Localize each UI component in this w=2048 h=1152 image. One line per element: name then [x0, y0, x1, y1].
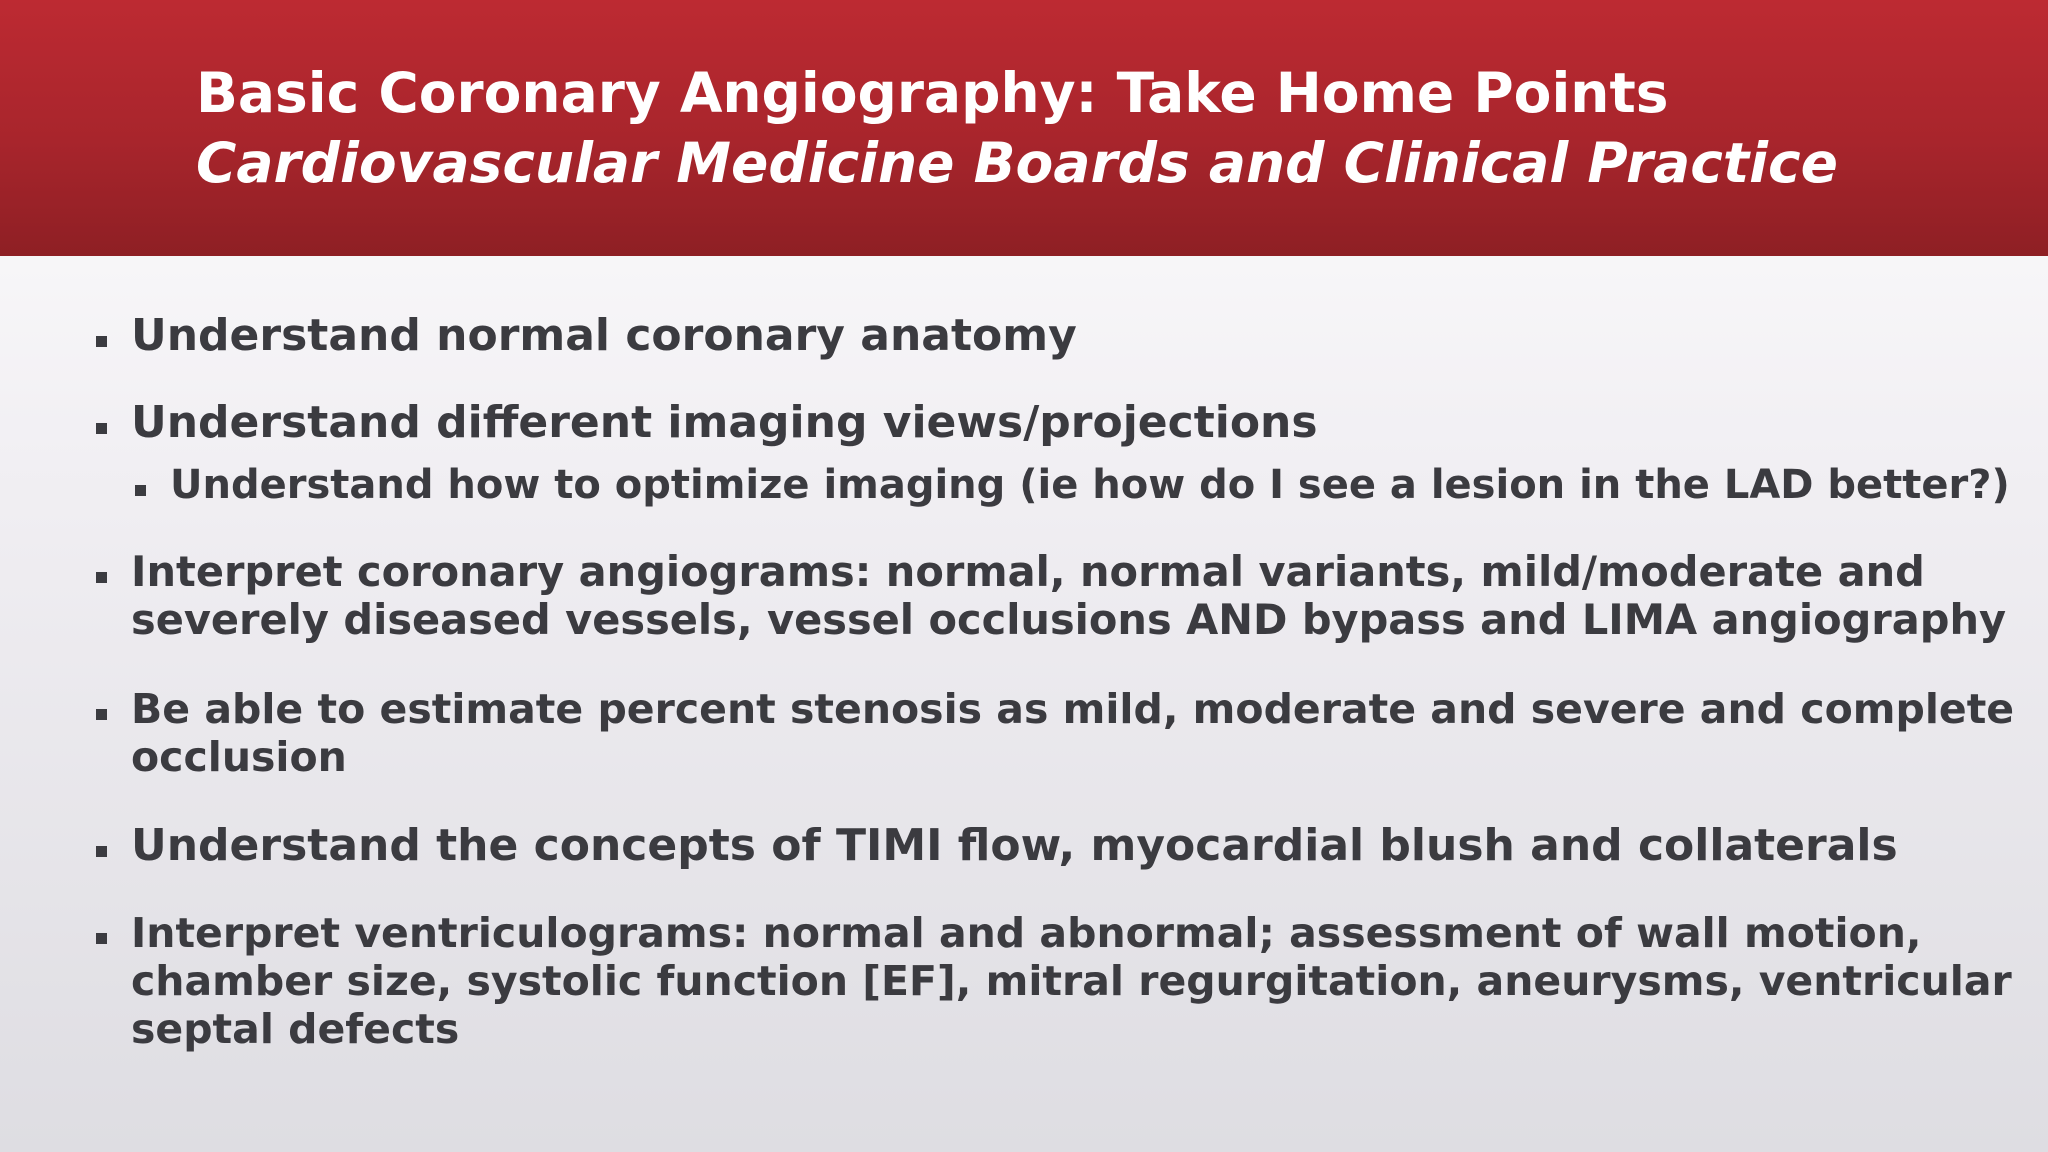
slide-body: [0, 256, 2048, 1152]
bullet-item: [131, 685, 2014, 781]
bullet-line: septal defects: [131, 1005, 460, 1053]
sub-bullet-marker: [135, 485, 146, 496]
bullet-marker: [96, 572, 107, 583]
slide-header: [0, 0, 2048, 256]
bullet-item: [131, 399, 1318, 447]
bullet-item: [131, 822, 1898, 870]
bullet-line: occlusion: [131, 733, 347, 781]
slide-subtitle: Cardiovascular Medicine Boards and Clinical Practice: [196, 131, 1838, 195]
sub-bullet-item: [170, 461, 2010, 509]
bullet-line: Understand normal coronary anatomy: [131, 310, 1077, 361]
bullet-marker: [96, 933, 107, 944]
bullet-line: Interpret coronary angiograms: normal, normal variants, mild/moderate and: [131, 547, 1925, 596]
bullet-line: Be able to estimate percent stenosis as mild, moderate and severe and complete: [131, 685, 2015, 733]
bullet-line: chamber size, systolic function [EF], mitral regurgitation, aneurysms, ventricular: [131, 957, 2012, 1005]
bullet-marker: [96, 846, 107, 857]
bullet-marker: [96, 709, 107, 720]
bullet-line: Understand how to optimize imaging (ie how do I see a lesion in the LAD better?): [170, 462, 2010, 508]
bullet-item: [131, 548, 2006, 644]
bullet-marker: [96, 423, 107, 434]
bullet-line: Understand the concepts of TIMI flow, myocardial blush and collaterals: [131, 820, 1898, 871]
bullet-line: Interpret ventriculograms: normal and abnormal; assessment of wall motion,: [131, 909, 1922, 957]
bullet-marker: [96, 336, 107, 347]
bullet-item: [131, 909, 2012, 1053]
bullet-line: severely diseased vessels, vessel occlusions AND bypass and LIMA angiography: [131, 595, 2007, 644]
bullet-line: Understand different imaging views/projections: [131, 397, 1318, 448]
bullet-item: [131, 312, 1077, 360]
slide-title: Basic Coronary Angiography: Take Home Points: [196, 61, 1669, 125]
